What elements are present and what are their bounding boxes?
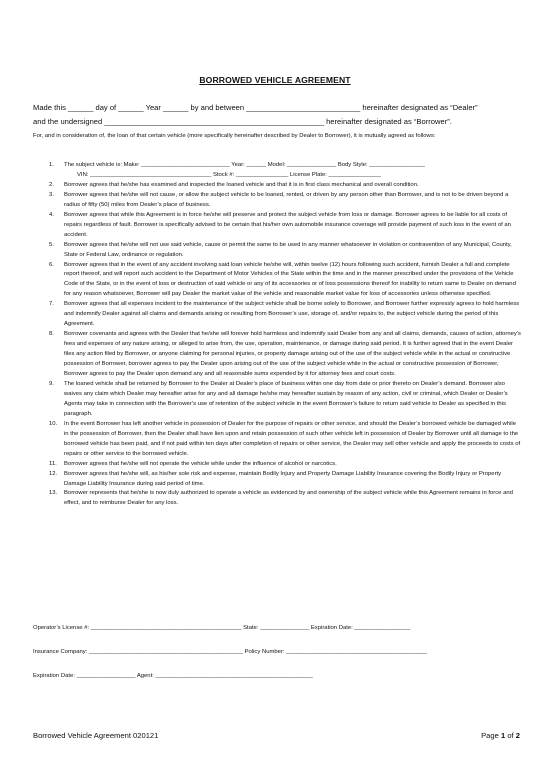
item-text: Borrower covenants and agrees with the Dealer that he/she will forever hold harmless and indemnify said Dealer from any and all claims, demands, causes of action, attorney’s fees and expenses of any nature arising, or alleged to arise from, the use, operation, maintenance, or damage during said period. It is further agreed that in the event Dealer files any action filed by Borrower, or anyone claiming for personal injuries, or property damage arising out of the use of the subject vehicle while in the actual or constructive possession of Borrower, borrower agrees to pay the Dealer upon arising out of the use of the subject vehicle while in the actual or constructive possession of Borrower, Borrower agrees to pay the Dealer upon demand any and all reasonable sums expended by it for attorney fees and court costs. [64,331,521,378]
vehicle-description-line-1: The subject vehicle is: Make: ___________________________ Year: ______ Model: _______________ Body Style: _________________ [64,162,425,168]
page-of-label: of [505,731,516,740]
item-number: 5. [49,241,54,248]
list-item [33,380,521,420]
item-text: Borrower agrees that he/she will not operate the vehicle while under the influence of alcohol or narcotics. [64,460,337,467]
item-number: 8. [49,331,54,338]
page-label: Page [481,731,501,740]
item-text: Borrower agrees that all expenses incident to the maintenance of the subject vehicle shall be borne solely to Borrower, and Borrower further expressly agrees to hold harmless and indemnify Dealer against all claims and demands arising or resulting from Borrower’s use, storage of, and/or repairs to, the subject vehicle during the period of this Agreement. [64,301,520,328]
item-number: 10. [49,420,58,427]
item-number: 9. [49,380,54,387]
list-item [33,420,521,460]
intro-line-2: and the undersigned ____________________________________________________ hereinafter designated as “Borrower”. [33,117,452,126]
item-number: 4. [49,211,54,218]
item-text: Borrower agrees that while this Agreement is in force he/she will preserve and protect the subject vehicle from loss or damage. Borrower agrees to be liable for all costs of repairs regardless of fault. Borrower is specifically advised to be certain that his/her own automobile insurance coverage will provide payment of such loss in the event of an accident. [64,211,511,238]
item-number: 6. [49,261,54,268]
footer-page-number [481,731,520,740]
list-item [33,241,521,261]
item-text: Borrower agrees that in the event of any accident involving said loan vehicle he/she will, within twelve (12) hours following such accident, furnish Dealer a full and complete report thereof, and will report such accident to the Department of Motor Vehicles of the State within the time and in the manner prescribed under the provisions of the Vehicle Code of the State, or in the event of loss or destruction of said vehicle or any of its accessories or of loss possessions thereof for inability to return same to Dealer on demand for any reason whatsoever, Borrower will pay Dealer the market value of the vehicle and reasonable market value for loss of accessories unless otherwise specified. [64,261,516,298]
list-item [33,211,521,241]
list-item [33,470,521,490]
item-number: 7. [49,301,54,308]
list-item [33,181,521,191]
list-item [33,161,521,181]
item-number: 1. [49,162,54,168]
item-number: 3. [49,191,54,198]
footer-document-name: Borrowed Vehicle Agreement 020121 [33,731,159,740]
insurance-row: Insurance Company: _______________________________________________ Policy Number: ___________________________________________ [33,649,428,655]
intro-line-1: Made this ______ day of ______ Year ______ by and between ___________________________ hereinafter designated as “Dealer” [33,103,478,112]
document-title: BORROWED VEHICLE AGREEMENT [199,75,351,85]
expiration-agent-row: Expiration Date: __________________ Agent: ________________________________________________ [33,673,313,679]
item-text: Borrower agrees that he/she has examined and inspected the loaned vehicle and that it is in first class mechanical and overall condition. [64,181,419,188]
list-item [33,300,521,330]
item-text: Borrower agrees that he/she will, as his/her sole risk and expense, maintain Bodily Injury and Property Damage Liability Insurance covering the Bodily Injury or Property Damage Liability Insurance during said period of time. [64,470,502,487]
item-text: Borrower agrees that he/she will not use said vehicle, cause or permit the same to be used in any manner whatsoever in violation or contravention of any Municipal, County, State or Federal Law, ordinance or regulation. [64,241,512,258]
vehicle-description-line-2: VIN: _____________________________________ Stock #: ________________ License Plate: ________________ [77,171,381,178]
item-text: Borrower represents that he/she is now duly authorized to operate a vehicle as evidenced by and ownership of the subject vehicle while this Agreement remains in force and effect, and to reimburse Dealer for any loss. [64,490,513,507]
page-total: 2 [515,731,520,740]
consideration-paragraph: For, and in consideration of, the loan of that certain vehicle (more specifically hereinafter described by Dealer to Borrower), it is mutually agreed as follows: [33,133,436,139]
item-text: Borrower agrees that he/she will not cause, or allow the subject vehicle to be loaned, rented, or driven by any person other than Borrower, and is not to be driven beyond a radius of fifty (50) miles from Dealer’s place of business. [64,191,509,208]
list-item [33,191,521,211]
page-current: 1 [500,731,506,740]
list-item [33,261,521,301]
item-number: 12. [49,470,58,477]
operator-license-row: Operator’s License #: ______________________________________________ State: _______________ Expiration Date: _________________ [33,625,411,631]
terms-list [33,161,521,509]
item-number: 11. [49,460,57,467]
item-number: 2. [49,181,54,188]
item-text: The loaned vehicle shall be returned by Borrower to the Dealer at Dealer’s place of business within one day from date or prior thereto on Dealer’s demand. Borrower also waives any claim which Dealer may hereafter arise for any and all damage he/she may hereafter sustain by reason of any action, civil or criminal, which Dealer or Dealer’s Agents may take in connection with the Borrower’s use of retention of the subject vehicle in the event Borrower’s failure to return said vehicle to Dealer as specified in this paragraph. [64,380,508,417]
item-text: In the event Borrower has left another vehicle in possession of Dealer for the purpose of repairs or other service, and should the Dealer’s borrowed vehicle be damaged while in the possession of Borrower, then the Dealer shall have lien upon and retain possession of such other vehicle left in possession of Dealer by Borrower until all damage to the borrowed vehicle has been paid, and if not paid within ten days after completion of repairs or other service, the Dealer may sell other vehicle and apply the proceeds to costs of repairs or other service to the borrowed vehicle. [64,420,521,457]
list-item [33,489,521,509]
item-number: 13. [49,490,58,497]
list-item [33,330,521,380]
list-item [33,460,521,470]
